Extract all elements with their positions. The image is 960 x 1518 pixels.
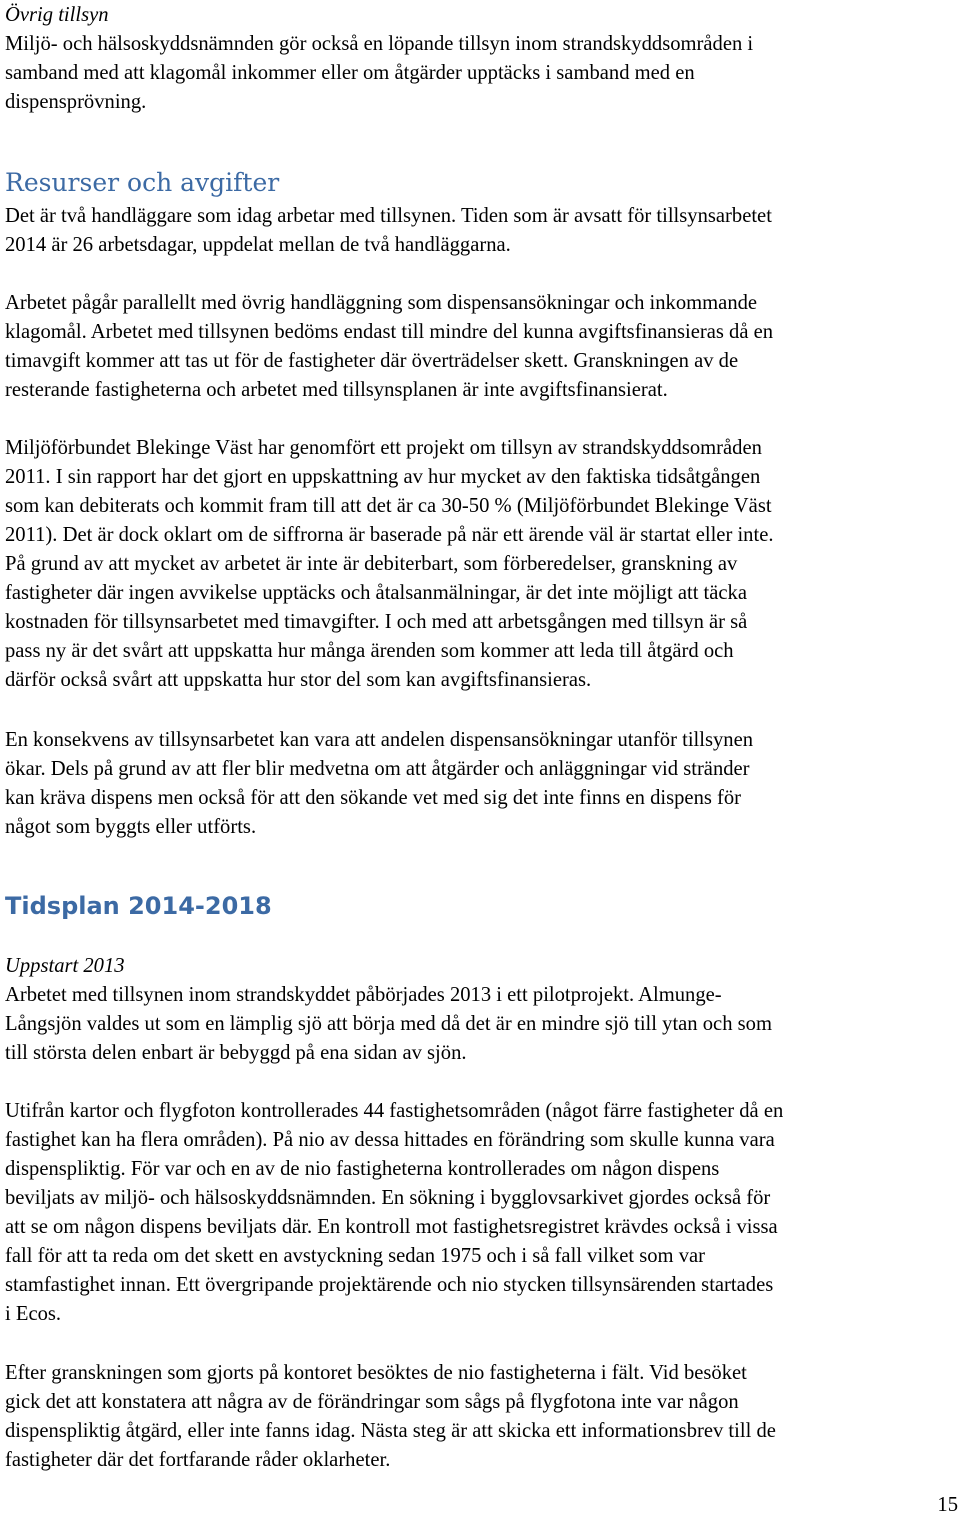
text-line: På grund av att mycket av arbetet är inte är debiterbart, som förberedelser, granskning av [5, 553, 738, 575]
text-line: fastighet kan ha flera områden). På nio av dessa hittades en förändring som skulle kunna vara [5, 1129, 775, 1151]
text-line: Arbetet pågår parallellt med övrig handläggning som dispensansökningar och inkommande [5, 292, 758, 314]
text-line: beviljats av miljö- och hälsoskyddsnämnden. En sökning i bygglovsarkivet gjordes också för [5, 1187, 771, 1209]
text-line: resterande fastigheterna och arbetet med tillsynsplanen är inte avgiftsfinansierat. [5, 379, 668, 401]
text-line: Miljöförbundet Blekinge Väst har genomfört ett projekt om tillsyn av strandskyddsområden [5, 437, 762, 459]
text-line: Efter granskningen som gjorts på kontoret besöktes de nio fastigheterna i fält. Vid besöket [5, 1362, 747, 1384]
text-line: gick det att konstatera att några av de förändringar som sågs på flygfotona inte var någon [5, 1391, 739, 1413]
text-line: som kan debiterats och kommit fram till att det är ca 30-50 % (Miljöförbundet Blekinge Väst [5, 495, 772, 517]
subheading-ovrig-tillsyn: Övrig tillsyn [5, 4, 109, 26]
text-line: 2014 är 26 arbetsdagar, uppdelat mellan de två handläggarna. [5, 234, 511, 256]
section-heading-tidsplan: Tidsplan 2014-2018 [5, 892, 272, 920]
text-line: pass ny är det svårt att uppskatta hur många ärenden som kommer att leda till åtgärd och [5, 640, 734, 662]
text-line: dispensprövning. [5, 91, 147, 113]
text-line: 2011). Det är dock oklart om de siffrorna är baserade på när ett ärende väl är startat eller inte. [5, 524, 774, 546]
text-line: något som byggts eller utförts. [5, 816, 257, 838]
text-line: fall för att ta reda om det skett en avstyckning sedan 1975 och i så fall vilket som var [5, 1245, 705, 1267]
text-line: En konsekvens av tillsynsarbetet kan vara att andelen dispensansökningar utanför tillsynen [5, 729, 754, 751]
text-line: fastigheter där det fortfarande råder oklarheter. [5, 1449, 391, 1471]
subheading-uppstart: Uppstart 2013 [5, 955, 125, 977]
text-line: klagomål. Arbetet med tillsynen bedöms endast till mindre del kunna avgiftsfinansieras då en [5, 321, 774, 343]
text-line: Utifrån kartor och flygfoton kontrollerades 44 fastighetsområden (något färre fastigheter då en [5, 1100, 784, 1122]
text-line: stamfastighet innan. Ett övergripande projektärende och nio stycken tillsynsärenden startades [5, 1274, 774, 1296]
text-line: dispenspliktig. För var och en av de nio fastigheterna kontrollerades om någon dispens [5, 1158, 720, 1180]
text-line: Arbetet med tillsynen inom strandskyddet påbörjades 2013 i ett pilotprojekt. Almunge- [5, 984, 722, 1006]
text-line: att se om någon dispens beviljats där. En kontroll mot fastighetsregistret krävdes också i vissa [5, 1216, 778, 1238]
text-line: till största delen enbart är bebyggd på ena sidan av sjön. [5, 1042, 467, 1064]
text-line: Långsjön valdes ut som en lämplig sjö att börja med då det är en mindre sjö till ytan och som [5, 1013, 772, 1035]
text-line: dispenspliktig åtgärd, eller inte fanns idag. Nästa steg är att skicka ett informationsbrev till de [5, 1420, 776, 1442]
text-line: i Ecos. [5, 1303, 62, 1325]
page-number: 15 [937, 1494, 958, 1516]
text-line: Det är två handläggare som idag arbetar med tillsynen. Tiden som är avsatt för tillsynsarbetet [5, 205, 772, 227]
section-heading-resurser: Resurser och avgifter [5, 168, 280, 197]
text-line: Miljö- och hälsoskyddsnämnden gör också en löpande tillsyn inom strandskyddsområden i [5, 33, 754, 55]
text-line: timavgift kommer att tas ut för de fastigheter där överträdelser skett. Granskningen av de [5, 350, 739, 372]
text-line: ökar. Dels på grund av att fler blir medvetna om att åtgärder och anläggningar vid stränder [5, 758, 750, 780]
text-line: fastigheter där ingen avvikelse upptäcks och åtalsanmälningar, är det inte möjligt att täcka [5, 582, 747, 604]
text-line: därför också svårt att uppskatta hur stor del som kan avgiftsfinansieras. [5, 669, 592, 691]
text-line: kostnaden för tillsynsarbetet med timavgifter. I och med att arbetsgången med tillsyn är så [5, 611, 748, 633]
text-line: 2011. I sin rapport har det gjort en uppskattning av hur mycket av den faktiska tidsåtgången [5, 466, 761, 488]
text-line: samband med att klagomål inkommer eller om åtgärder upptäcks i samband med en [5, 62, 695, 84]
text-line: kan kräva dispens men också för att den sökande vet med sig det inte finns en dispens för [5, 787, 742, 809]
